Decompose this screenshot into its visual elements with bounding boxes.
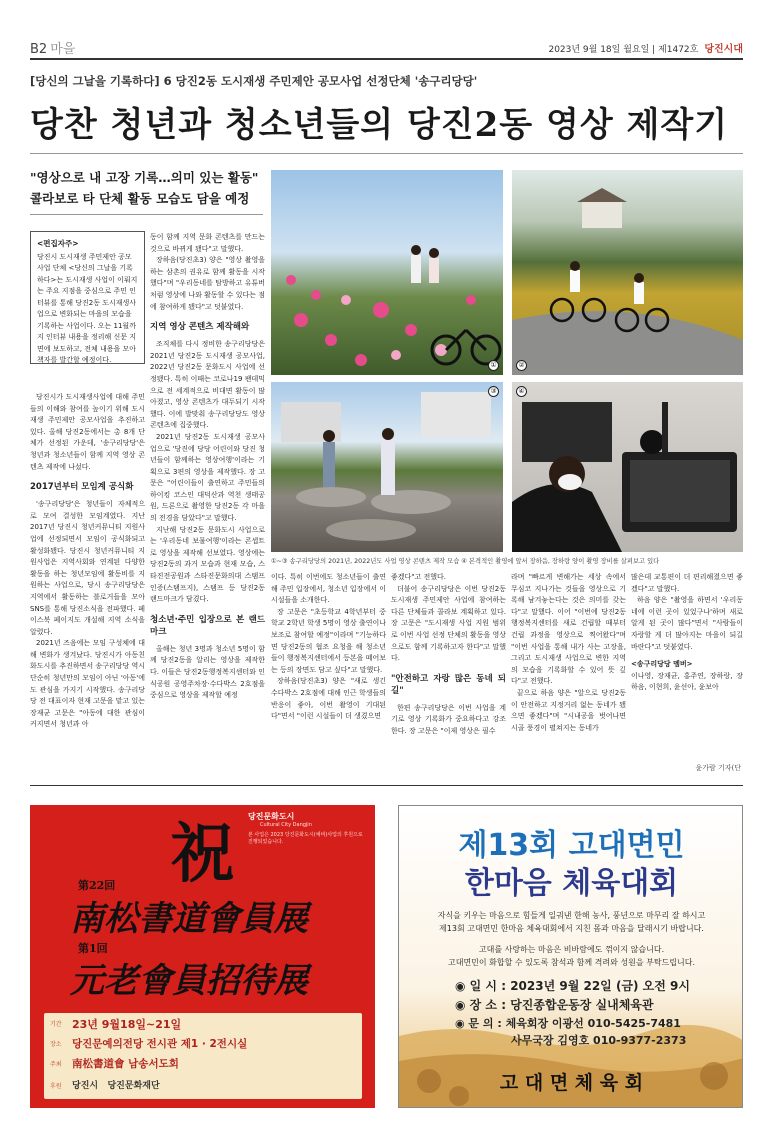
subhead-rule — [30, 214, 263, 215]
article-headline: 당찬 청년과 청소년들의 당진2동 영상 제작기 — [30, 105, 729, 145]
ad2-info-value: 당진종합운동장 실내체육관 — [510, 998, 654, 1012]
ad2-body-2: 제13회 고대면민 한마음 체육대회에서 지친 몸과 마음을 달래시기 바랍니다. — [439, 924, 704, 933]
article-column-6 — [631, 572, 743, 762]
ad1-row-tag: 기간 — [50, 1021, 62, 1028]
header-rule — [30, 58, 743, 60]
article-column-1 — [30, 392, 145, 790]
ad1-congrats-char: 祝 — [170, 817, 235, 892]
editor-note-title: <편집자주> — [37, 239, 79, 248]
section-heading: 청소년·주민 입장으로 본 랜드마크 — [150, 614, 265, 637]
ad-sports-festival — [398, 805, 743, 1108]
photo-number: ④ — [516, 386, 527, 397]
article-column-2 — [150, 232, 265, 790]
photo-bike-ride — [512, 170, 743, 375]
ad1-sponsors: 당진시 당진문화재단 — [72, 1081, 160, 1091]
paragraph: 올해는 청년 3명과 청소년 5명이 함께 당진2동을 알리는 영상을 제작한다. 이들은 당진2동행정복지센터와 인식공원 공영주차장·수다박스 2호점을 중심으로 영상을 제작할 예정 — [150, 644, 265, 700]
paragraph: 지난해 당진2동 문화도시 사업으로는 '우리동네 보물여행'이라는 콘셉트로 영상을 제작해 선보였다. 영상에는 당진2동의 과거 모습과 현재 모습, 스타진전공원과 스타진문화의대 스탬프인증(스탬프지), 스탬프 등 당진2동 랜드마크가 담겼다. — [150, 525, 265, 604]
ad1-edition-2: 第1回 — [78, 942, 108, 955]
paragraph: '송구리당당'은 청년들이 자체적으로 모여 결성한 모임계였다. 지난 2017년 당진시 청년커뮤니티 지원사업에 선정되면서 모임이 공식화되고 활성화됐다. 당진시 청년커뮤니티 지원사업은 지역사회와 연계된 다양한 활동을 하는 청년모임에 활동비를 지원하는 사업으로, 당시 송구리당당은 지역에서 활동하는 블로거들을 모아 SNS를 통해 당진소식을 전파했다. 페이스북 페이지도 개설해 지역 소식을 알렸다. — [30, 500, 145, 636]
photo-cosmos-field — [271, 170, 503, 375]
ad1-row-text: 23년 9월18일~21일 — [72, 1018, 182, 1031]
paragraph: 끝으로 하음 양은 "앞으로 당진2동이 안전하고 지정거리 없는 동네가 됐으면 좋겠다"며 "시내공을 벗어나면 시골 풍경이 펼쳐지는 동네가 — [511, 688, 626, 732]
photo-stepping-stones — [271, 382, 503, 552]
date-issue: 2023년 9월 18일 월요일 | 제1472호 — [548, 45, 699, 55]
ad1-row-text: 南松書道會 남송서도회 — [72, 1058, 179, 1070]
ad2-info-label: ◉ 장 소 : — [455, 998, 506, 1012]
ad1-sponsor-logo: 당진문화도시 — [248, 812, 295, 821]
issue-info — [548, 40, 743, 55]
ad2-info-value: 체육회장 이광선 010-5425-7481 — [505, 1017, 681, 1030]
article-subhead-1: "영상으로 내 고장 기록…의미 있는 활동" — [30, 170, 259, 185]
ad2-info-row — [455, 996, 653, 1013]
section-heading: "안전하고 자랑 많은 동네 되길" — [391, 673, 506, 696]
ad2-info-label: ◉ 문 의 : — [455, 1017, 502, 1030]
ad1-row-text: 당진문예의전당 전시관 제1 · 2전시실 — [72, 1038, 248, 1050]
paragraph: 하음 양은 "촬영을 하면서 '우리동네에 이런 곳이 있었구나'하며 새로 알게 된 곳이 많다"면서 "사람들이 자랑할 게 더 많아지는 마을이 되길 바란다"고 덧붙였다. — [631, 596, 743, 651]
ad2-footer-org: 고 대 면 체 육 회 — [499, 1072, 644, 1094]
section-name: 마을 — [50, 42, 76, 57]
section-heading: 지역 영상 콘텐츠 제작해와 — [150, 322, 250, 333]
paragraph: 장 고문은 "초등학교 4학년부터 중학교 2학년 학생 5명이 영상 출연이나 보조로 참여할 예정"이라며 "기능하다면 당진2동의 협조 요청을 해 청소년들이 행정복지센터에서 등본을 떼어보는 등의 장면도 담고 싶다"고 말했다. — [271, 607, 386, 674]
ad2-info-row — [455, 977, 690, 994]
ad2-info-row — [455, 1015, 681, 1031]
photo-camera-gear — [512, 382, 743, 552]
ad-separator-rule — [30, 785, 743, 786]
paragraph: 이다. 특히 이번에도 청소년들이 출연해 주민 입장에서, 청소년 입장에서 이 시설들을 소개한다. — [271, 573, 386, 605]
ad1-info-panel — [44, 1013, 362, 1099]
article-column-4 — [391, 572, 506, 777]
article-kicker: [당신의 그날을 기록하다] 6 당진2동 도시재생 주민제안 공모사업 선정단체 '송구리당당' — [30, 74, 478, 88]
editor-note — [30, 231, 145, 364]
ad1-title-1: 南松書道會員展 — [70, 899, 308, 939]
ad1-sponsor-note: 본 사업은 2023 당진문화도시(예비)사업의 후원으로 진행되었습니다. — [248, 832, 363, 845]
ad1-sponsor-en: Cultural City Dangjin — [260, 822, 312, 828]
ad-calligraphy-exhibition — [30, 805, 375, 1108]
byline: 윤가람 기자(단 — [695, 764, 741, 772]
paragraph: 조직체를 다시 정비한 송구리당당은 2021년 당진2동 도시재생 공모사업, 2022년 당진2동 문화도시 사업에 선정됐다. 특히 이때는 코로나19 팬데믹으로 전 세계적으로 비대면 활동이 많아졌고, 영상 콘텐츠가 대두되기 시작했다. 이에 발맞춰 송구리당당도 영상 콘텐츠에 집중했다. — [150, 340, 265, 430]
ad1-row-tag: 주최 — [50, 1061, 62, 1068]
article-subhead-2: 콜라보로 타 단체 활동 모습도 담을 예정 — [30, 191, 250, 206]
ad1-edition-1: 第22回 — [78, 879, 116, 892]
paragraph: 한편 송구리당당은 이번 사업을 계기로 영상 기록화가 중요하다고 강조한다. 장 고문은 "이제 영상은 필수 — [391, 703, 506, 735]
editor-note-body: 당진시 도시재생 주민제안 공모사업 단체 <당신의 그날을 기록하다>는 도시재생 사업이 이뤄지는 주요 지점을 중심으로 주민 인터뷰를 통해 당진2동 도시재생사업으로 변화되는 마을의 모습을 기록하는 사업이다. 오는 11월까지 인터뷰 내용을 정리해 신문 지면에 보도하고, 전체 내용을 모아 책자를 발간할 예정이다. — [37, 252, 138, 364]
ad2-title-2: 한마음 체육대회 — [464, 866, 679, 901]
paragraph: 당진시가 도시재생사업에 대해 주민들의 이해와 참여를 높이기 위해 도시재생 주민제안 공모사업을 추진하고 있다. 올해 당진2동에서는 총 8개 단체가 선정된 가운데, '송구리당당'은 청년과 청소년들이 함께 지역 영상 콘텐츠 제작에 나섰다. — [30, 393, 145, 471]
paragraph: 2021년 즈음에는 모임 구성체에 대해 변화가 생겨났다. 당진시가 아동친화도시를 추진하면서 송구리당당 역시 단순히 청년만의 모임이 아닌 '아동'에도 관심을 가지기 시작했다. 송구리당당 전 대표이자 현재 고문을 맡고 있는 장재균 고문은 "아동에 대한 관심이 커지면서 청년과 아 — [30, 639, 145, 729]
page-number: B2 마을 — [30, 42, 76, 57]
photo-number: ③ — [488, 386, 499, 397]
paragraph: 동이 함께 지역 문화 콘텐츠를 만드는 것으로 바뀌게 됐다"고 말했다. — [150, 233, 265, 253]
ad2-info-value: 2023년 9월 22일 (금) 오전 9시 — [510, 979, 690, 993]
section-heading: 2017년부터 모임계 공식화 — [30, 482, 134, 493]
paragraph: 좋겠다"고 전했다. — [391, 573, 447, 581]
members-list: 이나영, 장재균, 홍주연, 장하랑, 장하음, 이현희, 윤선아, 윤보아 — [631, 671, 743, 692]
paragraph: 장하음(당진초3) 양은 "영상 촬영을 하는 삼촌의 권유로 함께 활동을 시작했다"며 "우리동네를 탐방하고 유튜버처럼 영상에 나와 활동할 수 있다는 점에 참여하게 됐다"고 덧붙였다. — [150, 256, 265, 311]
ad2-title-1: 제13회 고대면민 — [458, 828, 685, 863]
ad2-body-3: 고대를 사랑하는 마음은 비바람에도 꺾이지 않습니다. — [478, 945, 665, 954]
paragraph: 더불어 송구리당당은 이번 당진2동 도시재생 주민제안 사업에 참여하는 다른 단체들과 콜라보 계획하고 있다. 장 고문은 "도시재생 사업 지원 범위로 이번 사업 선정 단체의 활동을 영상으로도 함께 기록하고자 한다"고 말했다. — [391, 584, 506, 663]
ad2-body-4: 고대면민이 화합할 수 있도록 참석과 함께 격려와 성원을 부탁드립니다. — [448, 958, 695, 967]
ad1-row-tag: 장소 — [50, 1041, 62, 1048]
paragraph: 2021년 당진2동 도시재생 공모사업으로 '당진에 당당 어린이와 당진 청년들이 함께하는 영상여행'이라는 기획으로 3편의 영상을 제작했다. 장 고문은 "어린이들이 출연하고 주민들의 하이킹 코스인 대덕산과 역천 생태공원, 드론으로 촬영한 당진2동 각 마을의 전경을 담았다"고 말했다. — [150, 432, 265, 523]
photo-number: ① — [488, 360, 499, 371]
photo-caption: ①~③ 송구리당당의 2021년, 2022년도 사업 영상 콘텐츠 제작 모습 ④ 본격적인 촬영에 앞서 장하음, 장하랑 양이 촬영 장비를 살펴보고 있다 — [271, 558, 660, 565]
paragraph: 장하음(당진초3) 양은 "새로 생긴 수다박스 2호점에 대해 인근 학생들의 반응이 좋아, 이번 촬영이 기대된다"면서 "이런 시설들이 더 생겼으면 — [271, 677, 386, 721]
article-column-5 — [511, 572, 626, 777]
article-column-3 — [271, 572, 386, 777]
paper-logo: 당진시대 — [704, 44, 743, 55]
members-title: <송구리당당 멤버> — [631, 660, 693, 669]
photo-number: ② — [516, 360, 527, 371]
paragraph: 많은데 교통편이 더 편리해졌으면 좋겠다"고 말했다. — [631, 573, 743, 593]
ad1-row-tag: 후원 — [50, 1083, 62, 1090]
paragraph: 라며 "빠르게 변해가는 세상 속에서 무심코 지나가는 것들을 영상으로 기록해 남겨놓는다는 것은 의미를 갖는다"고 말했다. 이어 "이번에 당진2동행정복지센터를 새로 건립할 때부터 건립 과정을 영상으로 찍어왔다"며 "이번 사업을 통해 내가 사는 고장을, 그리고 도시재생 사업으로 변한 지역의 모습을 기록화할 수 있어 뜻 깊다"고 전했다. — [511, 573, 626, 686]
ad2-info-label: ◉ 일 시 : — [455, 979, 506, 993]
ad1-title-2: 元老會員招待展 — [70, 961, 308, 1001]
headline-rule — [30, 153, 743, 154]
ad2-info-row — [511, 1032, 686, 1048]
ad2-body-1: 자식을 키우는 마음으로 힘들게 일궈낸 한해 농사, 풍년으로 마무리 잘 하시고 — [437, 911, 706, 920]
ad2-info-value: 사무국장 김영호 010-9377-2373 — [511, 1034, 687, 1047]
